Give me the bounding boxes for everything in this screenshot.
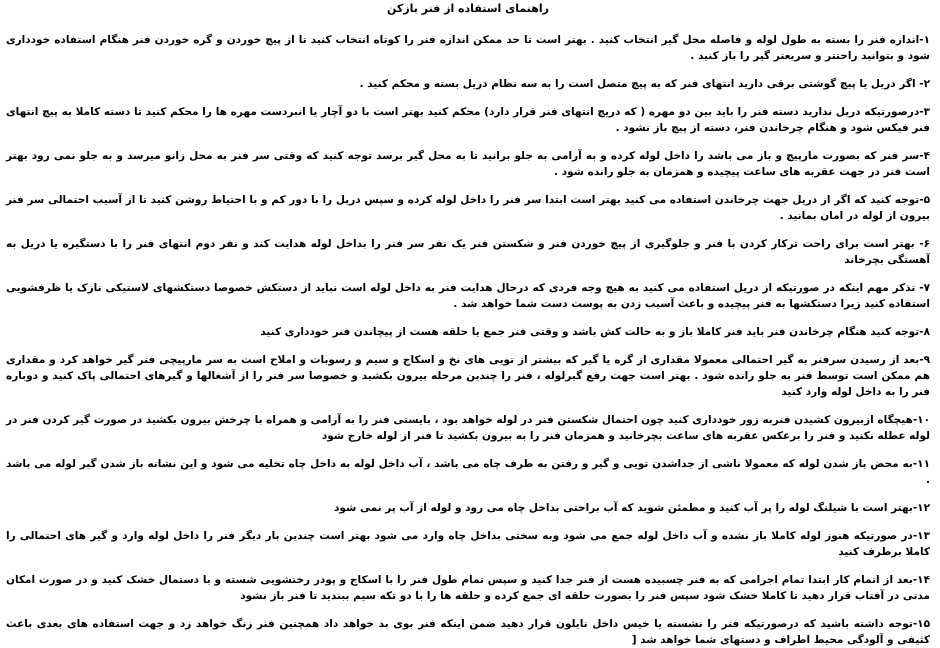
- instruction-item-6: ۶- بهتر است برای راحت ترکار کردن با فنر و جلوگیری از پیچ خوردن فنر و شکستن فنر یک نفر سر فنر را بداخل لوله هدایت کند و نفر دوم انتهای فنر را با دستگیره یا دریل به آهستگی بچرخاند: [6, 238, 930, 266]
- instruction-item-7: ۷- تذکر مهم اینکه در صورتیکه از دریل استفاده می کنید به هیچ وجه فردی که درحال هدایت فنر به داخل لوله است نباید از دستکش خصوصا دستکشهای لاستیکی نازک یا ظرفشویی استفاده کنید زیرا دستکشها به فنر پیچیده و باعث آسیب زدن به پوست دست شما خواهد شد .: [6, 282, 930, 310]
- instruction-item-10: ۱۰-هیچگاه ازبیرون کشیدن فنربه زور خودداری کنید چون احتمال شکستن فنر در لوله خواهد بود ، بایستی فنر را به آرامی و همراه با چرخش بیرون بکشید در صورت گیر کردن فنر در لوله عطله نکنید و فنر را برعکس عقربه های ساعت بچرخانید و همزمان فنر را به بیرون بکشید تا فنر از لوله خارج شود: [6, 414, 930, 442]
- instruction-item-12: ۱۲-بهتر است با شیلنگ لوله را پر آب کنید و مطمئن شوید که آب براحتی بداخل چاه می رود و لوله از آب پر نمی شود: [334, 502, 930, 514]
- instruction-item-3: ۳-درصورتیکه دریل ندارید دسته فنر را باید بین دو مهره ( که دریچ انتهای فنر قرار دارد) محکم کنید بهتر است با دو آچار یا انبردست مهره ها را محکم کنید تا دسته کاملا به پیچ انتهای فنر فیکس شود و هنگام چرخاندن فنر، دسته از پیچ باز نشود .: [6, 106, 930, 134]
- instruction-item-11: ۱۱-به محض باز شدن لوله که معمولا ناشی از جداشدن تویی و گیر و رفتن به طرف چاه می باشد ، آب داخل لوله به داخل چاه تخلیه می شود و این نشانه باز شدن گیر لوله می باشد .: [6, 458, 930, 486]
- instruction-item-15: ۱۵-توجه داشته باشید که درصورتیکه فنر را نشسته یا خیس داخل نایلون قرار دهید ضمن اینکه فنر بوی بد خواهد داد همچنین فنر زنگ خواهد زد و جهت استفاده های بعدی باعث کثیفی و آلودگی محیط اطراف و دستهای شما خواهد شد [: [6, 618, 930, 646]
- instruction-item-8: ۸-توجه کنید هنگام چرخاندن فنر باید فنر کاملا باز و به حالت کش باشد و وقتی فنر جمع یا حلقه هست از پیچاندن فنر خودداری کنید: [260, 326, 930, 338]
- instruction-item-14: ۱۴-بعد از اتمام کار ابتدا تمام اجرامی که به فنر چسبیده هست از فنر جدا کنید و سپس تمام طول فنر را با اسکاج و پودر رختشویی شسته و با دستمال خشک کنید و در صورت امکان مدتی در آفتاب قرار دهید تا کاملا خشک شود سپس فنر را بصورت حلقه ای جمع کرده و حلقه ها را با دو تکه سیم ببندید تا فنر باز نشود: [6, 574, 930, 602]
- instruction-item-2: ۲- اگر دریل یا پیچ گوشتی برقی دارید انتهای فنر که به پیچ متصل است را به سه نظام دریل بسته و محکم کنید .: [359, 78, 930, 90]
- document-title: راهنمای استفاده از فنر بازکن: [387, 2, 549, 15]
- instruction-item-9: ۹-بعد از رسیدن سرفنر به گیر احتمالی معمولا مقداری از گره یا گیر که بیشتر از تویی های نخ و اسکاج و سیم و رسوبات و املاح است به سر مارپیچی فنر گیر خواهد کرد و مقداری هم ممکن است توسط فنر به جلو رانده شود . بهتر است جهت رفع گیرلوله ، فنر را چندین مرحله بیرون بکشید و خصوصا سر فنر را از آشغالها و گیرهای احتمالی پاک کنید و دوباره فنر را به داخل لوله وارد کنید: [6, 354, 930, 398]
- instruction-item-13: ۱۳-در صورتیکه هنوز لوله کاملا باز نشده و آب داخل لوله جمع می شود وبه سختی بداخل چاه وارد می شود بهتر است چندین بار دیگر فنر را داخل لوله وارد و گیر های احتمالی را کاملا برطرف کنید: [6, 530, 930, 558]
- instruction-item-4: ۴-سر فنر که بصورت مارپیچ و باز می باشد را داخل لوله کرده و به آرامی به جلو برانید تا به محل گیر برسد توجه کنید که وقتی سر فنر به محل زانو میرسد و به جلو نمی رود بهتر است فنر در جهت عقربه های ساعت پیچیده و همزمان به جلو رانده شود .: [6, 150, 930, 178]
- instruction-item-1: ۱-اندازه فنر را بسته به طول لوله و فاصله محل گیر انتخاب کنید . بهتر است تا حد ممکن اندازه فنر را کوتاه انتخاب کنید تا از پیچ خوردن و گره خوردن فنر هنگام استفاده خودداری شود و بتوانید راحتتر و سریعتر گیر را باز کنید .: [6, 34, 930, 62]
- instruction-item-5: ۵-توجه کنید که اگر از دریل جهت چرخاندن استفاده می کنید بهتر است ابتدا سر فنر را داخل لوله کرده و سپس دریل را با دور کم و با احتیاط روشن کنید تا از آسیب احتمالی سر فنر بیرون از لوله در امان بمانید .: [6, 194, 930, 222]
